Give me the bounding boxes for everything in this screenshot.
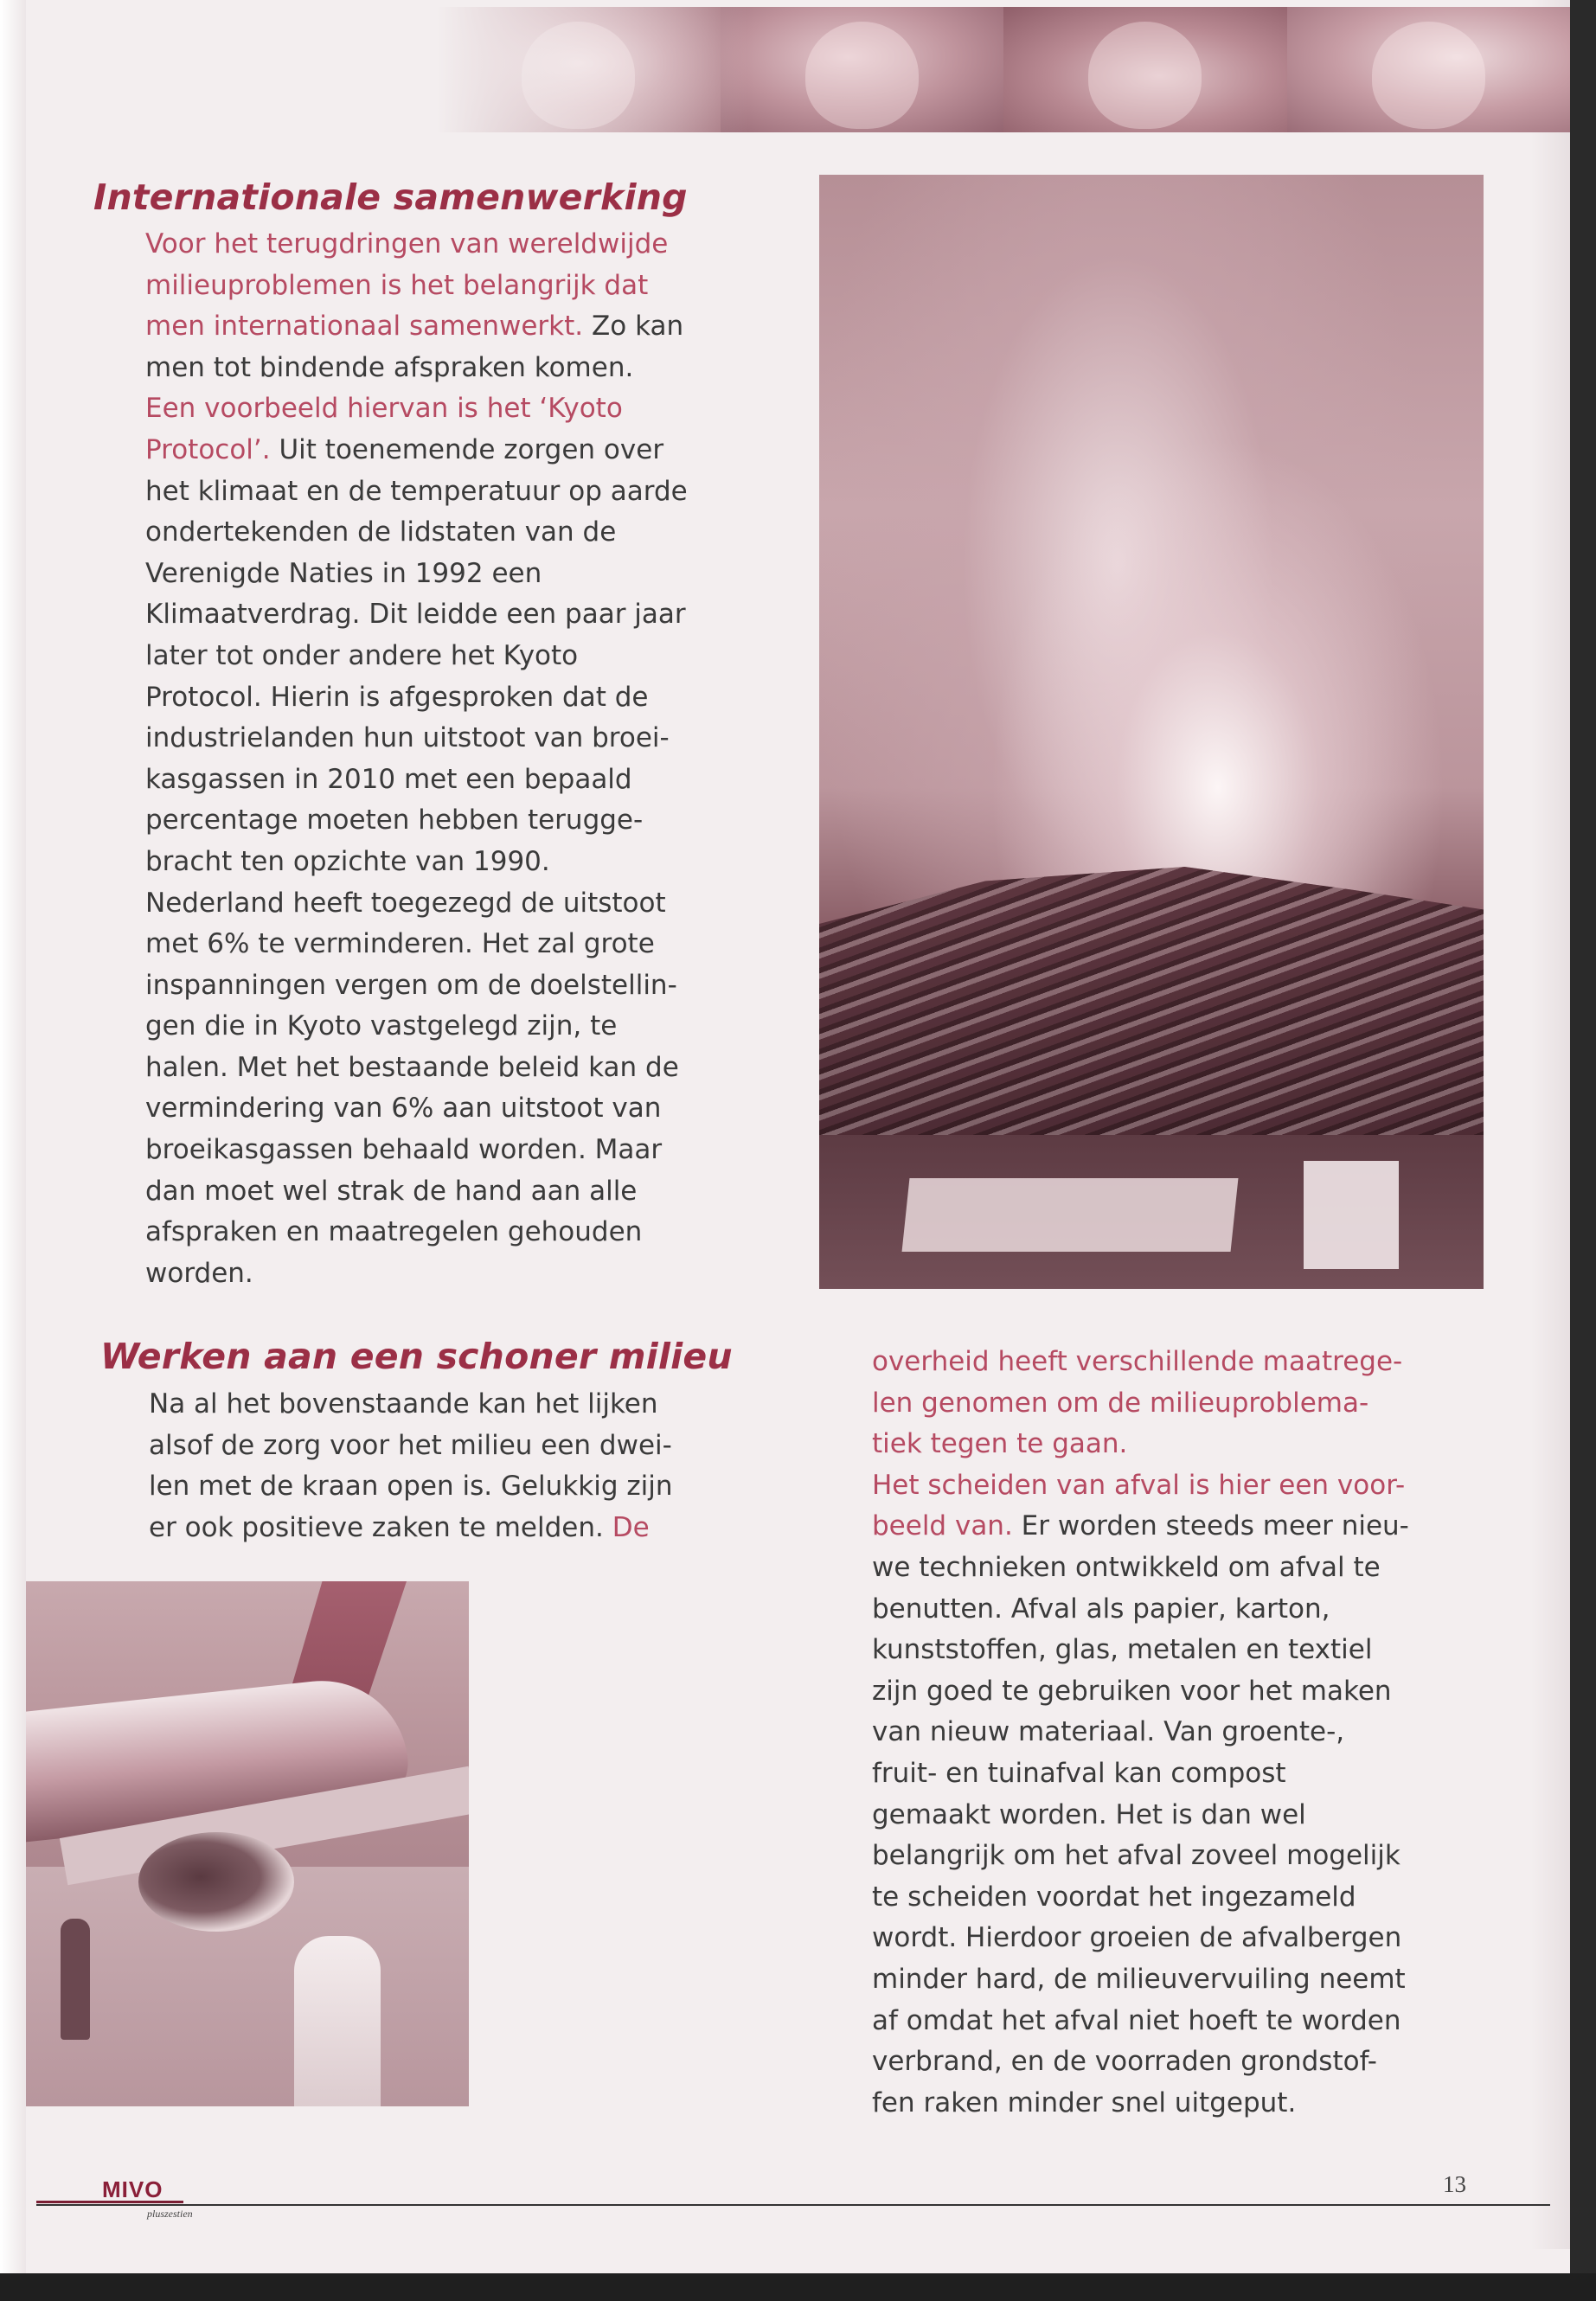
- runway-post: [294, 1936, 381, 2106]
- text-line: af omdat het afval niet hoeft te worden: [872, 2004, 1401, 2036]
- text-span: men internationaal samenwerkt.: [145, 311, 584, 343]
- text-line: met 6% te verminderen. Het zal grote: [145, 928, 655, 960]
- heading-internationale-samenwerking: Internationale samenwerking: [93, 176, 688, 218]
- text-line: Klimaatverdrag. Dit leidde een paar jaar: [145, 599, 686, 631]
- face-photo: [1287, 7, 1571, 132]
- text-span: Er worden steeds meer nieu-: [1012, 1510, 1409, 1542]
- face-photo: [1003, 7, 1287, 132]
- text-line: [149, 1508, 673, 1549]
- text-line: gemaakt worden. Het is dan wel: [872, 1798, 1306, 1830]
- ground-crew-person: [61, 1919, 90, 2040]
- text-line: [145, 430, 688, 471]
- text-line: minder hard, de milieuvervuiling neemt: [872, 1963, 1406, 1995]
- bonfire-board: [902, 1178, 1239, 1252]
- mivo-logo: MIVO: [102, 2176, 163, 2202]
- text-line: benutten. Afval als papier, karton,: [872, 1593, 1330, 1625]
- page-right-edge: [1531, 0, 1570, 2249]
- text-line: inspanningen vergen om de doelstellin-: [145, 969, 677, 1001]
- bonfire-debris: [819, 867, 1484, 1152]
- text-line: Protocol. Hierin is afgesproken dat de: [145, 681, 649, 713]
- footer-rule: [36, 2204, 1550, 2206]
- text-line: Een voorbeeld hiervan is het ‘Kyoto: [145, 393, 623, 425]
- text-line: industrielanden hun uitstoot van broei-: [145, 722, 670, 754]
- text-line: kunststoffen, glas, metalen en textiel: [872, 1634, 1373, 1666]
- text-line: kasgassen in 2010 met een bepaald: [145, 763, 632, 795]
- body-column-2-left: [149, 1384, 673, 1548]
- face-photo: [721, 7, 1004, 132]
- text-line: percentage moeten hebben terugge-: [145, 804, 644, 836]
- text-line: ondertekenden de lidstaten van de: [145, 516, 617, 548]
- header-fade: [437, 7, 748, 132]
- page-number: 13: [1443, 2171, 1466, 2197]
- text-line: fruit- en tuinafval kan compost: [872, 1757, 1286, 1789]
- text-line: afspraken en maatregelen gehouden: [145, 1216, 643, 1248]
- text-line: broeikasgassen behaald worden. Maar: [145, 1134, 663, 1166]
- text-line: belangrijk om het afval zoveel mogelijk: [872, 1840, 1401, 1872]
- text-line: zijn goed te gebruiken voor het maken: [872, 1675, 1392, 1707]
- text-span: Uit toenemende zorgen over: [270, 433, 664, 465]
- text-line: [145, 306, 688, 348]
- text-line: vermindering van 6% aan uitstoot van: [145, 1093, 662, 1125]
- text-line: het klimaat en de temperatuur op aarde: [145, 475, 688, 507]
- mivo-logo-subtitle: pluszestien: [147, 2208, 193, 2220]
- text-line: bracht ten opzichte van 1990.: [145, 845, 550, 877]
- text-line: alsof de zorg voor het milieu een dwei-: [149, 1429, 672, 1461]
- bonfire-board: [1304, 1161, 1399, 1269]
- text-span: beeld van.: [872, 1510, 1013, 1542]
- text-line: Nederland heeft toegezegd de uitstoot: [145, 887, 666, 919]
- heading-werken-aan-schoner-milieu: Werken aan een schoner milieu: [100, 1336, 733, 1377]
- plane-engine: [138, 1832, 294, 1932]
- airplane-photo: [26, 1581, 469, 2106]
- text-line: milieuproblemen is het belangrijk dat: [145, 269, 649, 301]
- text-line: later tot onder andere het Kyoto: [145, 639, 579, 671]
- text-line: halen. Met het bestaande beleid kan de: [145, 1051, 679, 1083]
- text-line: verbrand, en de voorraden grondstof-: [872, 2046, 1377, 2078]
- text-span: Protocol’.: [145, 433, 271, 465]
- text-line: dan moet wel strak de hand aan alle: [145, 1175, 638, 1207]
- text-line: [872, 1506, 1409, 1548]
- text-line: len met de kraan open is. Gelukkig zijn: [149, 1471, 673, 1503]
- text-line: tiek tegen te gaan.: [872, 1428, 1128, 1460]
- bonfire-photo: [819, 175, 1484, 1289]
- text-line: we technieken ontwikkeld om afval te: [872, 1551, 1381, 1583]
- text-span: De: [603, 1511, 650, 1543]
- text-line: men tot bindende afspraken komen.: [145, 351, 634, 383]
- body-column-1: [145, 224, 688, 1294]
- text-line: overheid heeft verschillende maatrege-: [872, 1346, 1403, 1377]
- text-span: er ook positieve zaken te melden.: [149, 1511, 604, 1543]
- page-left-edge: [0, 0, 26, 2301]
- bottom-band: [0, 2273, 1596, 2301]
- text-line: Het scheiden van afval is hier een voor-: [872, 1469, 1406, 1501]
- text-line: van nieuw materiaal. Van groente-,: [872, 1716, 1345, 1748]
- text-line: Verenigde Naties in 1992 een: [145, 557, 542, 589]
- text-span: Zo kan: [583, 311, 684, 343]
- text-line: Na al het bovenstaande kan het lijken: [149, 1388, 658, 1420]
- text-line: te scheiden voordat het ingezameld: [872, 1881, 1356, 1913]
- body-column-2-right: [872, 1342, 1409, 2124]
- text-line: len genomen om de milieuproblema-: [872, 1387, 1369, 1419]
- text-line: worden.: [145, 1257, 253, 1289]
- text-line: fen raken minder snel uitgeput.: [872, 2086, 1297, 2118]
- text-line: gen die in Kyoto vastgelegd zijn, te: [145, 1010, 618, 1042]
- text-line: wordt. Hierdoor groeien de afvalbergen: [872, 1922, 1402, 1954]
- text-line: Voor het terugdringen van wereldwijde: [145, 228, 669, 260]
